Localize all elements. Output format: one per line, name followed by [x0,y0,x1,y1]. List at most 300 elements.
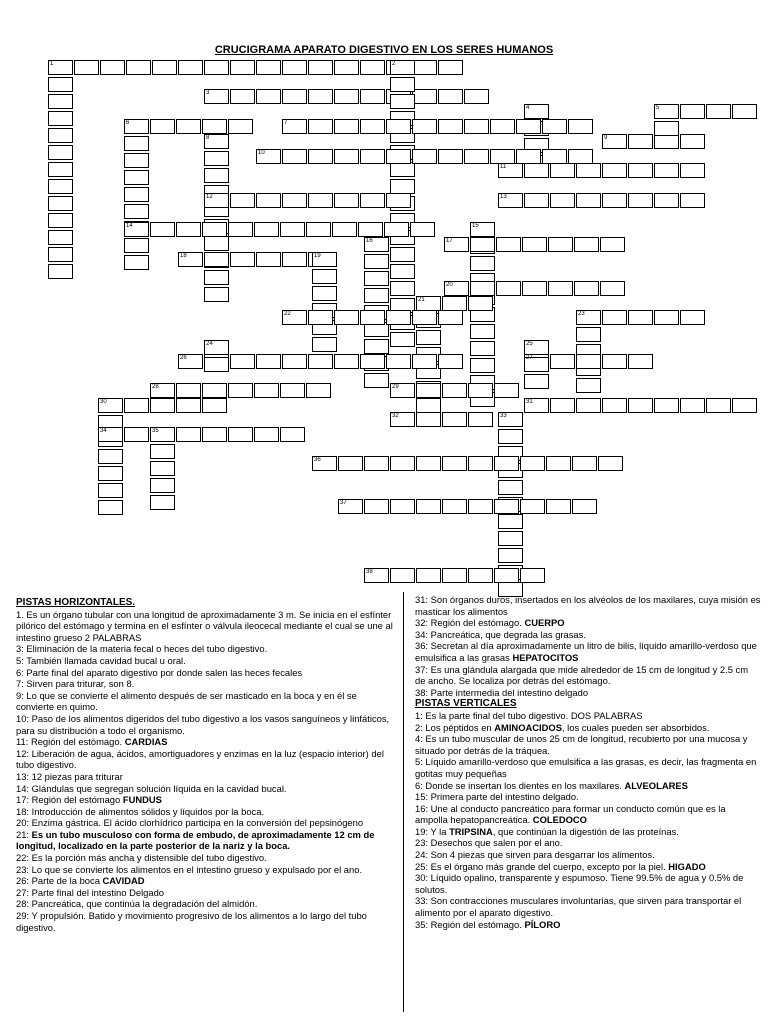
clue-item: 1. Es un órgano tubular con una longitud de aproximadamente 3 m. Se inicia en el esfínter pilórico del estómago y termina en el esfínter o válvula ileocecal mediante el cual se une al intestino grueso 2 PALABRAS [16,608,393,643]
crossword-cell[interactable] [568,119,593,134]
crossword-cell[interactable] [412,149,437,164]
clue-item: 23: Desechos que salen por el ano. [415,837,563,849]
crossword-cell[interactable] [550,398,575,413]
crossword-cell[interactable] [416,456,441,471]
crossword-cell[interactable] [498,429,523,444]
crossword-cell[interactable] [386,193,411,208]
crossword-cell[interactable] [364,288,389,303]
crossword-cell[interactable] [48,77,73,92]
crossword-cell[interactable] [228,427,253,442]
crossword-cell[interactable] [602,193,627,208]
crossword-cell[interactable] [520,568,545,583]
cell-number: 31 [526,399,533,405]
crossword-cell[interactable] [334,149,359,164]
crossword-cell[interactable] [576,193,601,208]
crossword-cell[interactable] [520,499,545,514]
crossword-cell[interactable] [498,514,523,529]
crossword-cell[interactable] [124,136,149,151]
crossword-cell[interactable] [516,119,541,134]
crossword-cell[interactable] [628,354,653,369]
crossword-cell[interactable] [48,230,73,245]
crossword-cell[interactable] [490,119,515,134]
crossword-cell[interactable] [442,383,467,398]
crossword-cell[interactable] [654,193,679,208]
crossword-cell[interactable] [498,548,523,563]
crossword-cell[interactable] [602,163,627,178]
crossword-cell[interactable] [654,310,679,325]
cell-number: 2 [392,61,396,67]
crossword-cell[interactable] [468,499,493,514]
crossword-cell[interactable] [464,89,489,104]
crossword-cell[interactable] [360,89,385,104]
crossword-cell[interactable] [306,222,331,237]
crossword-cell[interactable] [228,383,253,398]
crossword-cell[interactable] [364,254,389,269]
cell-number: 23 [578,311,585,317]
crossword-cell[interactable] [48,196,73,211]
crossword-cell[interactable] [548,281,573,296]
crossword-cell[interactable] [364,373,389,388]
crossword-cell[interactable] [602,354,627,369]
crossword-cell[interactable] [280,222,305,237]
crossword-cell[interactable] [126,60,151,75]
crossword-cell[interactable] [550,193,575,208]
crossword-cell[interactable] [98,483,123,498]
crossword-cell[interactable] [438,354,463,369]
clue-item: 35: Región del estómago. PÍLORO [415,918,561,930]
crossword-cell[interactable] [602,398,627,413]
crossword-cell[interactable] [204,287,229,302]
crossword-cell[interactable] [230,60,255,75]
crossword-cell[interactable] [680,398,705,413]
cell-number: 24 [206,341,213,347]
crossword-cell[interactable] [364,339,389,354]
crossword-cell[interactable] [442,456,467,471]
crossword-cell[interactable] [468,412,493,427]
crossword-cell[interactable] [176,119,201,134]
crossword-cell[interactable] [464,149,489,164]
crossword-cell[interactable] [384,222,409,237]
crossword-cell[interactable] [498,531,523,546]
clue-item: 12: Liberación de agua, ácidos, amortiguadores y enzimas en la luz (espacio interior) del tubo digestivo. [16,747,384,771]
crossword-cell[interactable] [202,427,227,442]
crossword-cell[interactable] [124,187,149,202]
crossword-cell[interactable] [550,354,575,369]
cell-number: 26 [180,355,187,361]
clue-item: 18: Introducción de alimentos sólidos y líquidos por la boca. [16,805,265,817]
crossword-cell[interactable] [468,456,493,471]
crossword-cell[interactable] [496,281,521,296]
crossword-cell[interactable] [470,341,495,356]
crossword-cell[interactable] [438,89,463,104]
crossword-cell[interactable] [124,398,149,413]
crossword-cell[interactable] [202,398,227,413]
clue-item: 1: Es la parte final del tubo digestivo. DOS PALABRAS [415,709,643,721]
crossword-cell[interactable] [470,358,495,373]
crossword-cell[interactable] [390,568,415,583]
crossword-cell[interactable] [732,398,757,413]
clue-item: 17: Región del estómago FUNDUS [16,794,162,806]
crossword-cell[interactable] [228,119,253,134]
crossword-cell[interactable] [230,252,255,267]
crossword-cell[interactable] [334,60,359,75]
horizontal-clue-list [16,609,394,934]
crossword-cell[interactable] [600,281,625,296]
crossword-cell[interactable] [546,499,571,514]
crossword-cell[interactable] [390,281,415,296]
crossword-cell[interactable] [522,281,547,296]
clue-item: 6: Donde se insertan los dientes en los maxilares. ALVEOLARES [415,779,688,791]
crossword-cell[interactable] [416,412,441,427]
crossword-cell[interactable] [256,252,281,267]
crossword-cell[interactable] [468,383,493,398]
crossword-cell[interactable] [416,398,441,413]
crossword-cell[interactable] [150,461,175,476]
crossword-cell[interactable] [204,270,229,285]
crossword-cell[interactable] [410,222,435,237]
crossword-cell[interactable] [48,128,73,143]
clue-item: 31: Son órganos duros, insertados en los alvéolos de los maxilares, cuya misión es masticar los alimentos [415,594,761,617]
clue-item: 21: Es un tubo musculoso con forma de embudo, de aproximadamente 12 cm de longitud, localizado en la parte posterior de la nariz y la boca. [16,828,375,852]
clue-item: 14: Glándulas que segregan solución líquida en la cavidad bucal. [16,782,287,794]
crossword-cell[interactable] [442,412,467,427]
crossword-cell[interactable] [568,149,593,164]
crossword-cell[interactable] [254,222,279,237]
crossword-cell[interactable] [390,456,415,471]
crossword-cell[interactable] [308,354,333,369]
crossword-cell[interactable] [416,568,441,583]
clue-item: 27: Parte final del intestino Delgado [16,886,165,898]
cell-number: 27 [526,355,533,361]
crossword-cell[interactable] [390,94,415,109]
crossword-cell[interactable] [48,179,73,194]
crossword-cell[interactable] [256,60,281,75]
crossword-cell[interactable] [496,237,521,252]
crossword-cell[interactable] [254,427,279,442]
crossword-cell[interactable] [390,332,415,347]
crossword-cell[interactable] [442,296,467,311]
crossword-cell[interactable] [628,193,653,208]
crossword-cell[interactable] [390,264,415,279]
crossword-cell[interactable] [152,60,177,75]
crossword-cell[interactable] [654,163,679,178]
crossword-cell[interactable] [308,149,333,164]
clue-item: 29: Y propulsión. Batido y movimiento progresivo de los alimentos a lo largo del tubo digestivo. [16,910,367,933]
crossword-cell[interactable] [364,271,389,286]
crossword-cell[interactable] [602,310,627,325]
crossword-cell[interactable] [176,222,201,237]
crossword-cell[interactable] [178,60,203,75]
crossword-cell[interactable] [386,119,411,134]
crossword-cell[interactable] [542,119,567,134]
crossword-cell[interactable] [202,119,227,134]
crossword-cell[interactable] [680,104,705,119]
crossword-cell[interactable] [176,383,201,398]
cell-number: 16 [366,238,373,244]
clues-horizontal-column [16,597,394,933]
cell-number: 38 [366,569,373,575]
crossword-cell[interactable] [150,222,175,237]
crossword-cell[interactable] [312,337,337,352]
crossword-cell[interactable] [280,383,305,398]
crossword-cell[interactable] [364,456,389,471]
cell-number: 17 [446,238,453,244]
crossword-cell[interactable] [204,236,229,251]
crossword-cell[interactable] [542,149,567,164]
crossword-cell[interactable] [308,60,333,75]
crossword-cell[interactable] [628,398,653,413]
crossword-cell[interactable] [360,119,385,134]
crossword-cell[interactable] [312,286,337,301]
crossword-cell[interactable] [204,252,229,267]
crossword-cell[interactable] [150,444,175,459]
crossword-cell[interactable] [470,237,495,252]
crossword-cell[interactable] [256,193,281,208]
crossword-cell[interactable] [680,310,705,325]
crossword-cell[interactable] [98,500,123,515]
clues-right-column [415,594,761,930]
crossword-cell[interactable] [628,163,653,178]
cell-number: 25 [526,341,533,347]
crossword-cell[interactable] [48,94,73,109]
crossword-cell[interactable] [204,168,229,183]
crossword-cell[interactable] [48,145,73,160]
crossword-cell[interactable] [230,89,255,104]
crossword-cell[interactable] [124,427,149,442]
crossword-cell[interactable] [202,222,227,237]
crossword-cell[interactable] [576,378,601,393]
crossword-cell[interactable] [308,89,333,104]
crossword-cell[interactable] [416,330,441,345]
crossword-cell[interactable] [412,354,437,369]
crossword-cell[interactable] [390,247,415,262]
cell-number: 32 [392,413,399,419]
crossword-cell[interactable] [494,568,519,583]
cell-number: 9 [604,135,608,141]
crossword-cell[interactable] [732,104,757,119]
crossword-cell[interactable] [282,354,307,369]
crossword-cell[interactable] [100,60,125,75]
crossword-cell[interactable] [412,119,437,134]
crossword-cell[interactable] [176,427,201,442]
crossword-cell[interactable] [438,149,463,164]
crossword-cell[interactable] [654,121,679,136]
crossword-cell[interactable] [308,310,333,325]
crossword-cell[interactable] [204,151,229,166]
crossword-cell[interactable] [254,383,279,398]
crossword-cell[interactable] [48,213,73,228]
clue-item: 25: Es el órgano más grande del cuerpo, excepto por la piel. HIGADO [415,860,706,872]
clue-item: 6: Parte final del aparato digestivo por donde salen las heces fecales [16,666,303,678]
clue-item: 32: Región del estómago. CUERPO [415,617,565,629]
crossword-cell[interactable] [308,193,333,208]
cell-number: 28 [152,384,159,390]
crossword-cell[interactable] [494,383,519,398]
crossword-cell[interactable] [598,456,623,471]
crossword-cell[interactable] [282,193,307,208]
crossword-cell[interactable] [412,310,437,325]
clue-item: 11: Región del estómago. CARDIAS [16,736,168,748]
crossword-cell[interactable] [124,153,149,168]
crossword-cell[interactable] [522,237,547,252]
clue-item: 33: Son contracciones musculares involuntarias, que sirven para transportar el alimento por el aparato digestivo. [415,895,742,919]
crossword-cell[interactable] [468,296,493,311]
crossword-cell[interactable] [390,179,415,194]
crossword-cell[interactable] [360,149,385,164]
crossword-cell[interactable] [576,163,601,178]
crossword-cell[interactable] [416,499,441,514]
crossword-cell[interactable] [312,269,337,284]
crossword-cell[interactable] [516,149,541,164]
cell-number: 20 [446,282,453,288]
crossword-cell[interactable] [386,149,411,164]
crossword-cell[interactable] [332,222,357,237]
crossword-cell[interactable] [574,237,599,252]
crossword-cell[interactable] [280,427,305,442]
cell-number: 13 [500,194,507,200]
crossword-cell[interactable] [576,398,601,413]
cell-number: 37 [340,500,347,506]
crossword-title: CRUCIGRAMA APARATO DIGESTIVO EN LOS SERES HUMANOS [214,44,554,56]
crossword-cell[interactable] [470,281,495,296]
crossword-cell[interactable] [524,163,549,178]
crossword-cell[interactable] [334,119,359,134]
crossword-cell[interactable] [204,60,229,75]
crossword-cell[interactable] [48,264,73,279]
crossword-cell[interactable] [438,60,463,75]
crossword-cell[interactable] [308,119,333,134]
crossword-cell[interactable] [520,456,545,471]
crossword-cell[interactable] [150,119,175,134]
crossword-cell[interactable] [390,162,415,177]
crossword-cell[interactable] [680,134,705,149]
crossword-cell[interactable] [256,354,281,369]
crossword-cell[interactable] [412,60,437,75]
crossword-cell[interactable] [124,204,149,219]
crossword-cell[interactable] [282,89,307,104]
crossword-cell[interactable] [364,499,389,514]
clue-item: 19: Y la TRIPSINA, que continúan la digestión de las proteínas. [415,825,679,837]
crossword-cell[interactable] [680,193,705,208]
crossword-cell[interactable] [334,89,359,104]
cell-number: 8 [206,135,210,141]
crossword-cell[interactable] [442,499,467,514]
crossword-cell[interactable] [360,354,385,369]
clue-item: 5: Líquido amarillo-verdoso que emulsifica a las grasas, es decir, las fragmenta en gotitas muy pequeñas [415,756,757,779]
cell-number: 15 [472,223,479,229]
crossword-cell[interactable] [628,134,653,149]
crossword-cell[interactable] [412,89,437,104]
crossword-cell[interactable] [360,310,385,325]
crossword-cell[interactable] [390,77,415,92]
crossword-cell[interactable] [228,222,253,237]
crossword-cell[interactable] [360,60,385,75]
crossword-cell[interactable] [654,398,679,413]
crossword-cell[interactable] [438,119,463,134]
clue-item: 15: Primera parte del intestino delgado. [415,791,579,803]
crossword-cell[interactable] [494,456,519,471]
crossword-cell[interactable] [470,256,495,271]
crossword-cell[interactable] [550,163,575,178]
crossword-cell[interactable] [572,499,597,514]
crossword-cell[interactable] [494,499,519,514]
crossword-cell[interactable] [600,237,625,252]
crossword-cell[interactable] [706,104,731,119]
crossword-cell[interactable] [464,119,489,134]
crossword-cell[interactable] [176,398,201,413]
crossword-cell[interactable] [390,499,415,514]
crossword-cell[interactable] [230,354,255,369]
crossword-cell[interactable] [150,398,175,413]
crossword-cell[interactable] [124,238,149,253]
clue-item: 3: Eliminación de la materia fecal o heces del tubo digestivo. [16,643,268,655]
crossword-cell[interactable] [74,60,99,75]
crossword-cell[interactable] [150,478,175,493]
crossword-cell[interactable] [98,466,123,481]
crossword-cell[interactable] [202,383,227,398]
crossword-cell[interactable] [416,383,441,398]
cell-number: 36 [314,457,321,463]
crossword-cell[interactable] [524,193,549,208]
crossword-cell[interactable] [574,281,599,296]
clue-item: 34: Pancreática, que degrada las grasas. [415,628,586,640]
crossword-cell[interactable] [256,89,281,104]
crossword-cell[interactable] [124,255,149,270]
crossword-cell[interactable] [98,449,123,464]
clue-item: 16: Une al conducto pancreático para formar un conducto común que es la ampolla hepatopancreática. COLEDOCO [415,802,726,826]
crossword-cell[interactable] [204,357,229,372]
crossword-cell[interactable] [338,456,363,471]
crossword-cell[interactable] [124,170,149,185]
clue-item: 24: Son 4 piezas que sirven para desgarrar los alimentos. [415,849,655,861]
crossword-cell[interactable] [358,222,383,237]
crossword-cell[interactable] [572,456,597,471]
crossword-cell[interactable] [150,495,175,510]
crossword-cell[interactable] [524,374,549,389]
crossword-cell[interactable] [438,310,463,325]
clue-item: 5: También llamada cavidad bucal u oral. [16,654,186,666]
crossword-cell[interactable] [48,247,73,262]
crossword-cell[interactable] [498,480,523,495]
crossword-cell[interactable] [282,60,307,75]
crossword-cell[interactable] [576,327,601,342]
crossword-cell[interactable] [334,193,359,208]
crossword-cell[interactable] [654,134,679,149]
crossword-cell[interactable] [468,568,493,583]
crossword-cell[interactable] [628,310,653,325]
crossword-cell[interactable] [706,398,731,413]
crossword-cell[interactable] [490,149,515,164]
crossword-cell[interactable] [576,354,601,369]
crossword-cell[interactable] [306,383,331,398]
crossword-cell[interactable] [546,456,571,471]
crossword-cell[interactable] [548,237,573,252]
crossword-cell[interactable] [334,354,359,369]
crossword-cell[interactable] [386,354,411,369]
crossword-cell[interactable] [282,252,307,267]
crossword-cell[interactable] [680,163,705,178]
crossword-cell[interactable] [48,162,73,177]
crossword-cell[interactable] [230,193,255,208]
crossword-cell[interactable] [48,111,73,126]
crossword-cell[interactable] [470,324,495,339]
cell-number: 14 [126,223,133,229]
crossword-cell[interactable] [386,310,411,325]
crossword-cell[interactable] [334,310,359,325]
crossword-cell[interactable] [442,568,467,583]
crossword-cell[interactable] [282,149,307,164]
crossword-cell[interactable] [360,193,385,208]
